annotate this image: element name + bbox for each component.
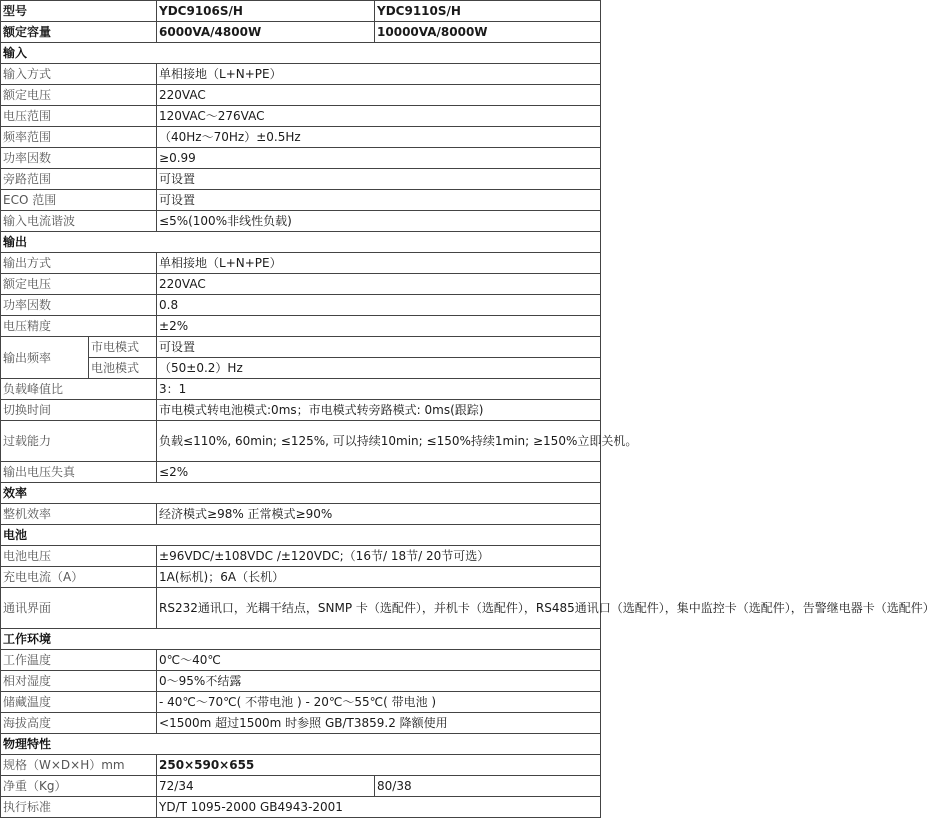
row-value: 负载≤110%, 60min; ≤125%, 可以持续10min; ≤150%持续1min; ≥150%立即关机。 bbox=[157, 421, 601, 462]
section-input bbox=[1, 43, 601, 64]
row-value: 120VAC～276VAC bbox=[157, 106, 601, 127]
table-row bbox=[1, 546, 601, 567]
table-row bbox=[1, 148, 601, 169]
row-value: - 40℃～70℃( 不带电池 ) - 20℃～55℃( 带电池 ) bbox=[157, 692, 601, 713]
model-header-label: 型号 bbox=[1, 1, 157, 22]
row-value: 经济模式≥98% 正常模式≥90% bbox=[157, 504, 601, 525]
section-title: 效率 bbox=[1, 483, 601, 504]
row-value: 220VAC bbox=[157, 274, 601, 295]
row-label: 执行标准 bbox=[1, 797, 157, 818]
row-value: 220VAC bbox=[157, 85, 601, 106]
row-label: 海拔高度 bbox=[1, 713, 157, 734]
row-value: ±2% bbox=[157, 316, 601, 337]
row-label: 电池电压 bbox=[1, 546, 157, 567]
section-title: 电池 bbox=[1, 525, 601, 546]
table-row bbox=[1, 106, 601, 127]
table-row bbox=[1, 650, 601, 671]
row-label: 过载能力 bbox=[1, 421, 157, 462]
section-title: 物理特性 bbox=[1, 734, 601, 755]
row-value: ≤5%(100%非线性负载) bbox=[157, 211, 601, 232]
model-a-header: YDC9106S/H bbox=[157, 1, 375, 22]
sub-label: 市电模式 bbox=[89, 337, 157, 358]
section-environment bbox=[1, 629, 601, 650]
table-row bbox=[1, 462, 601, 483]
table-row bbox=[1, 169, 601, 190]
row-value: 市电模式转电池模式:0ms；市电模式转旁路模式: 0ms(跟踪) bbox=[157, 400, 601, 421]
table-row bbox=[1, 337, 601, 358]
row-value: 250×590×655 bbox=[157, 755, 601, 776]
table-row bbox=[1, 358, 601, 379]
row-label: 通讯界面 bbox=[1, 588, 157, 629]
table-row bbox=[1, 316, 601, 337]
row-value: 单相接地（L+N+PE） bbox=[157, 64, 601, 85]
row-label: 输出电压失真 bbox=[1, 462, 157, 483]
table-row bbox=[1, 253, 601, 274]
row-label: 规格（W×D×H）mm bbox=[1, 755, 157, 776]
row-label: 输出方式 bbox=[1, 253, 157, 274]
table-row bbox=[1, 274, 601, 295]
section-battery bbox=[1, 525, 601, 546]
table-row bbox=[1, 692, 601, 713]
row-value: 0～95%不结露 bbox=[157, 671, 601, 692]
row-label: 工作温度 bbox=[1, 650, 157, 671]
capacity-a: 6000VA/4800W bbox=[157, 22, 375, 43]
table-row bbox=[1, 671, 601, 692]
row-label: 频率范围 bbox=[1, 127, 157, 148]
sub-label: 电池模式 bbox=[89, 358, 157, 379]
header-row bbox=[1, 1, 601, 22]
row-label: ECO 范围 bbox=[1, 190, 157, 211]
row-label: 负载峰值比 bbox=[1, 379, 157, 400]
table-row bbox=[1, 567, 601, 588]
table-row bbox=[1, 588, 601, 629]
row-label: 输出频率 bbox=[1, 337, 89, 379]
table-row bbox=[1, 776, 601, 797]
row-value: ±96VDC/±108VDC /±120VDC;（16节/ 18节/ 20节可选） bbox=[157, 546, 601, 567]
table-row bbox=[1, 211, 601, 232]
table-row bbox=[1, 379, 601, 400]
row-value: 3：1 bbox=[157, 379, 601, 400]
row-label: 充电电流（A） bbox=[1, 567, 157, 588]
row-label: 储藏温度 bbox=[1, 692, 157, 713]
weight-b: 80/38 bbox=[375, 776, 601, 797]
table-row bbox=[1, 713, 601, 734]
table-row bbox=[1, 400, 601, 421]
row-value: YD/T 1095-2000 GB4943-2001 bbox=[157, 797, 601, 818]
table-row bbox=[1, 421, 601, 462]
row-label: 净重（Kg） bbox=[1, 776, 157, 797]
row-value: ≤2% bbox=[157, 462, 601, 483]
table-row bbox=[1, 295, 601, 316]
row-label: 电压精度 bbox=[1, 316, 157, 337]
table-row bbox=[1, 797, 601, 818]
row-value: （40Hz～70Hz）±0.5Hz bbox=[157, 127, 601, 148]
section-efficiency bbox=[1, 483, 601, 504]
row-label: 输入电流谐波 bbox=[1, 211, 157, 232]
table-row bbox=[1, 190, 601, 211]
capacity-row bbox=[1, 22, 601, 43]
row-label: 功率因数 bbox=[1, 148, 157, 169]
row-value: ≥0.99 bbox=[157, 148, 601, 169]
capacity-label: 额定容量 bbox=[1, 22, 157, 43]
row-label: 相对湿度 bbox=[1, 671, 157, 692]
section-title: 输入 bbox=[1, 43, 601, 64]
row-label: 切换时间 bbox=[1, 400, 157, 421]
row-label: 整机效率 bbox=[1, 504, 157, 525]
row-label: 功率因数 bbox=[1, 295, 157, 316]
row-label: 旁路范围 bbox=[1, 169, 157, 190]
row-label: 输入方式 bbox=[1, 64, 157, 85]
row-value: <1500m 超过1500m 时参照 GB/T3859.2 降额使用 bbox=[157, 713, 601, 734]
row-value: 可设置 bbox=[157, 337, 601, 358]
table-row bbox=[1, 85, 601, 106]
table-row bbox=[1, 127, 601, 148]
section-title: 工作环境 bbox=[1, 629, 601, 650]
section-physical bbox=[1, 734, 601, 755]
table-row bbox=[1, 504, 601, 525]
row-label: 额定电压 bbox=[1, 85, 157, 106]
weight-a: 72/34 bbox=[157, 776, 375, 797]
row-value: 1A(标机)；6A（长机） bbox=[157, 567, 601, 588]
row-value: 0.8 bbox=[157, 295, 601, 316]
row-label: 额定电压 bbox=[1, 274, 157, 295]
table-row bbox=[1, 755, 601, 776]
section-title: 输出 bbox=[1, 232, 601, 253]
row-value: 0℃～40℃ bbox=[157, 650, 601, 671]
row-label: 电压范围 bbox=[1, 106, 157, 127]
section-output bbox=[1, 232, 601, 253]
table-row bbox=[1, 64, 601, 85]
row-value: 可设置 bbox=[157, 169, 601, 190]
row-value: 单相接地（L+N+PE） bbox=[157, 253, 601, 274]
row-value: 可设置 bbox=[157, 190, 601, 211]
model-b-header: YDC9110S/H bbox=[375, 1, 601, 22]
row-value: RS232通讯口，光耦干结点，SNMP 卡（选配件），并机卡（选配件），RS485通讯口（选配件），集中监控卡（选配件），告警继电器卡（选配件） bbox=[157, 588, 601, 629]
row-value: （50±0.2）Hz bbox=[157, 358, 601, 379]
capacity-b: 10000VA/8000W bbox=[375, 22, 601, 43]
